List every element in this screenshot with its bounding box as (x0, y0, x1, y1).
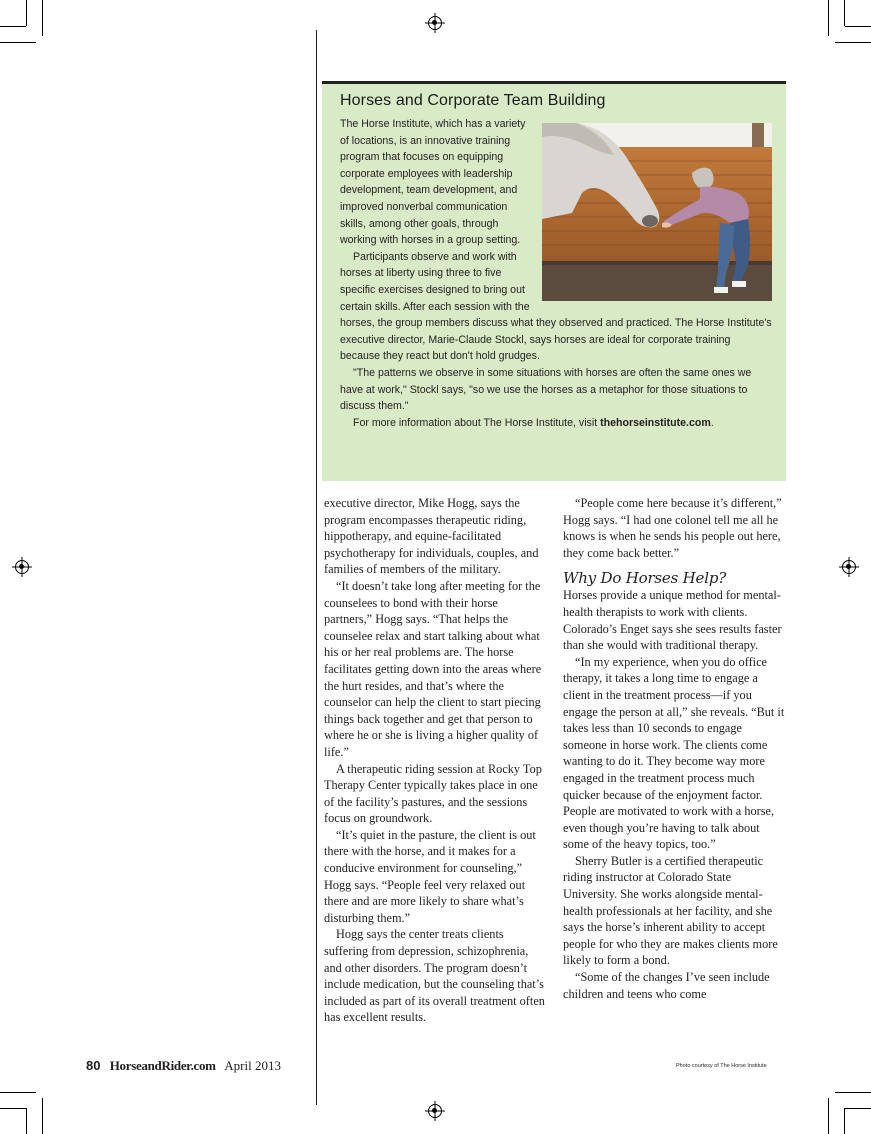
page-folio (86, 1058, 281, 1074)
body-column-right (563, 495, 785, 1002)
body-column-left (324, 495, 546, 1026)
sidebar-title: Horses and Corporate Team Building (340, 92, 606, 109)
crop-mark (844, 1108, 845, 1134)
crop-mark (26, 1108, 27, 1134)
crop-mark (26, 0, 27, 26)
site-name: HorseandRider.com (109, 1058, 216, 1073)
registration-mark (428, 16, 442, 30)
body-paragraph: “People come here because it’s different,” Hogg says. “I had one colonel tell me all he knows is when he sends his people out here, they come back better.” (563, 496, 782, 560)
body-paragraph: Hogg says the center treats clients suffering from depression, schizophrenia, and other disorders. The program doesn’t include medication, but the counseling that’s included as part of its overall treatment often has excellent results. (324, 927, 545, 1025)
section-subhead: Why Do Horses Help? (563, 569, 727, 588)
horse-photo (542, 123, 772, 301)
body-paragraph: “In my experience, when you do office therapy, it takes a long time to engage a client in the treatment process—if you engage the person at all,” she reveals. “But it takes less than 10 seconds to engage someone in horse work. The clients come wanting to do it. They become way more engaged in the treatment process much quicker because of the enjoyment factor. People are motivated to work with a horse, even though you’re having to talk about some of the heavy topics, too.” (563, 654, 785, 852)
crop-mark (42, 1098, 43, 1134)
page-number: 80 (86, 1058, 101, 1073)
sidebar-paragraph: Participants observe and work with horses at liberty using three to five specific exercises designed to bring out certain skills. After each session with the horses, the group members discuss what they observed and practiced. The Horse Institute's executive director, Marie-Claude Stockl, says horses are ideal for corporate training because they react but don't hold grudges. (340, 250, 772, 363)
sidebar-intro: The Horse Institute, which has a variety of locations, is an innovative training program that focuses on equipping corporate employees with leadership development, team development, and improved nonverbal communication skills, among other goals, through working with horses in a group setting. (340, 116, 772, 249)
crop-mark (0, 42, 36, 43)
photo-credit: Photo courtesy of The Horse Institute (676, 1063, 767, 1069)
crop-mark (0, 1108, 26, 1109)
horse-and-woman-photo (542, 123, 772, 301)
crop-mark (828, 0, 829, 36)
crop-mark (835, 42, 871, 43)
body-paragraph: “It doesn’t take long after meeting for the counselees to bond with their horse partners,” Hogg says. “That helps the counselee relax and start talking about what his or her real problems are. The horse facilitates getting down into the areas where the hurt resides, and that’s where the counselor can help the client to start piecing things back together and get that person to where he or she is living a higher quality of life.” (324, 578, 542, 759)
crop-mark (845, 1108, 871, 1109)
sidebar-more-info: For more information about The Horse Institute, visit thehorseinstitute.com. (353, 416, 714, 429)
body-paragraph: Sherry Butler is a certified therapeutic riding instructor at Colorado State University. She works alongside mental-health professionals at her facility, and she says the horse’s inherent ability to accept people for who they are makes clients more likely to form a bond. (563, 853, 778, 968)
registration-mark (842, 560, 856, 574)
sidebar-box (322, 81, 786, 481)
body-paragraph: “Some of the changes I’ve seen include children and teens who come (563, 970, 770, 1001)
sidebar-text (340, 116, 772, 431)
crop-mark (828, 1098, 829, 1134)
body-paragraph: executive director, Mike Hogg, says the program encompasses therapeutic riding, hippotherapy, and equine-facilitated psychotherapy for individuals, couples, and families of members of the military. (324, 496, 539, 577)
sidebar-quote: "The patterns we observe in some situations with horses are often the same ones we have at work," Stockl says, "so we use the horses as a metaphor for those situations to discuss them." (340, 366, 752, 413)
crop-mark (42, 0, 43, 36)
issue-date: April 2013 (224, 1058, 281, 1073)
column-divider (316, 30, 317, 1105)
crop-mark (845, 26, 871, 27)
crop-mark (0, 1092, 36, 1093)
horse-institute-link[interactable]: thehorseinstitute.com (600, 416, 711, 429)
registration-mark (428, 1104, 442, 1118)
crop-mark (0, 26, 26, 27)
body-paragraph: Horses provide a unique method for mental-health therapists to work with clients. Colorado’s Enget says she sees results faster than she would with traditional therapy. (563, 588, 782, 653)
crop-mark (835, 1092, 871, 1093)
body-paragraph: “It’s quiet in the pasture, the client is out there with the horse, and it makes for a conducive environment for counseling,” Hogg says. “People feel very relaxed out there and are more likely to share what’s disturbing them.” (324, 827, 536, 925)
registration-mark (15, 560, 29, 574)
crop-mark (844, 0, 845, 26)
body-paragraph: A therapeutic riding session at Rocky Top Therapy Center typically takes place in one of the facility’s pastures, and the sessions focus on groundwork. (324, 761, 542, 826)
